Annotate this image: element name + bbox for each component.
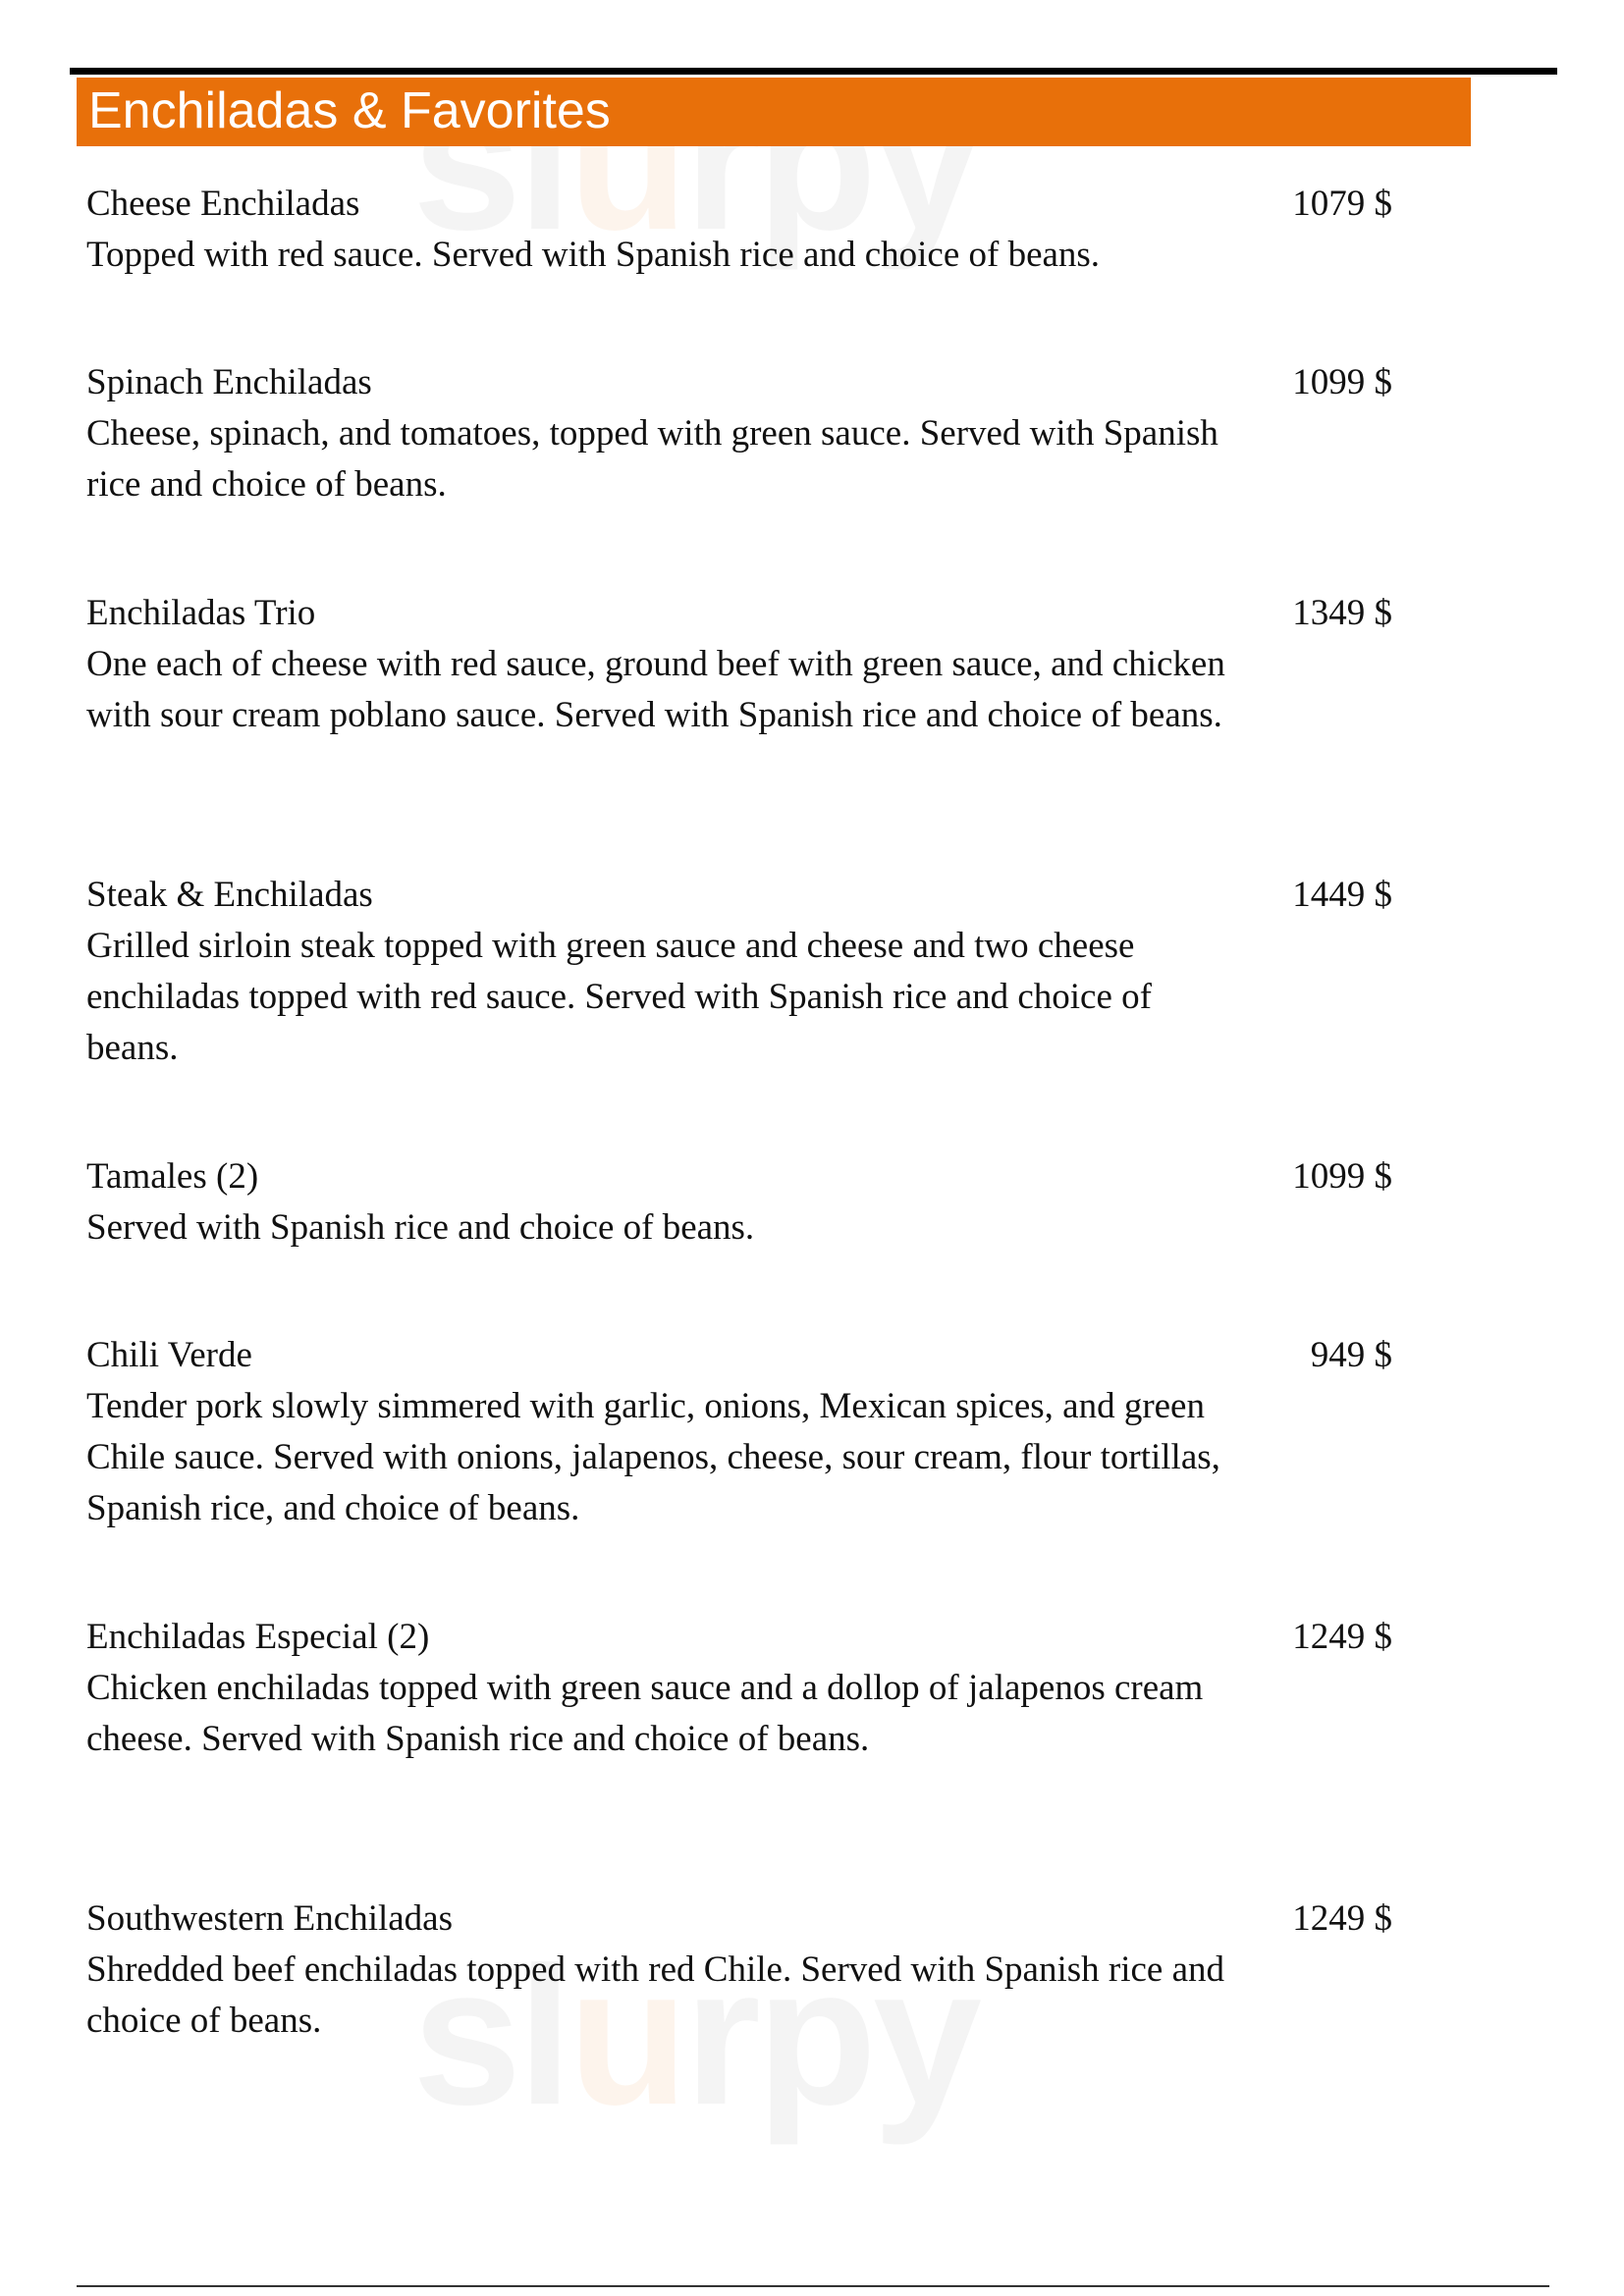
item-description: One each of cheese with red sauce, ground beef with green sauce, and chicken with sour cream poblano sauce. Served with Spanish rice and choice of beans. [86, 644, 1225, 735]
item-description: Grilled sirloin steak topped with green sauce and cheese and two cheese enchiladas topped with red sauce. Served with Spanish rice and choice of beans. [86, 926, 1152, 1068]
item-price: 1249 $ [1292, 1617, 1392, 1657]
item-description: Shredded beef enchiladas topped with red Chile. Served with Spanish rice and choice of beans. [86, 1949, 1225, 2041]
watermark-logo: u [568, 1927, 684, 2146]
item-price: 949 $ [1310, 1335, 1392, 1375]
bottom-divider [77, 2285, 1549, 2287]
top-divider [70, 68, 1557, 75]
item-name: Chili Verde [86, 1335, 252, 1375]
item-price: 1099 $ [1292, 1156, 1392, 1197]
watermark-logo: u [568, 52, 684, 271]
item-name: Steak & Enchiladas [86, 875, 373, 915]
item-price: 1449 $ [1292, 875, 1392, 915]
item-name: Enchiladas Especial (2) [86, 1617, 430, 1657]
item-name: Cheese Enchiladas [86, 184, 360, 224]
item-price: 1249 $ [1292, 1898, 1392, 1939]
item-description: Cheese, spinach, and tomatoes, topped with green sauce. Served with Spanish rice and choice of beans. [86, 413, 1218, 505]
item-name: Spinach Enchiladas [86, 362, 372, 402]
item-description: Served with Spanish rice and choice of beans. [86, 1207, 755, 1248]
item-price: 1079 $ [1292, 184, 1392, 224]
item-description: Chicken enchiladas topped with green sauce and a dollop of jalapenos cream cheese. Served with Spanish rice and choice of beans. [86, 1668, 1204, 1759]
section-header [77, 78, 1471, 146]
item-name: Southwestern Enchiladas [86, 1898, 453, 1939]
section-title: Enchiladas & Favorites [88, 82, 611, 139]
item-name: Enchiladas Trio [86, 593, 316, 633]
item-name: Tamales (2) [86, 1156, 259, 1197]
item-price: 1099 $ [1292, 362, 1392, 402]
item-price: 1349 $ [1292, 593, 1392, 633]
item-description: Tender pork slowly simmered with garlic, onions, Mexican spices, and green Chile sauce. Served with onions, jalapenos, cheese, sour cream, flour tortillas, Spanish rice, and choice of beans. [86, 1386, 1220, 1528]
item-description: Topped with red sauce. Served with Spanish rice and choice of beans. [86, 235, 1101, 275]
